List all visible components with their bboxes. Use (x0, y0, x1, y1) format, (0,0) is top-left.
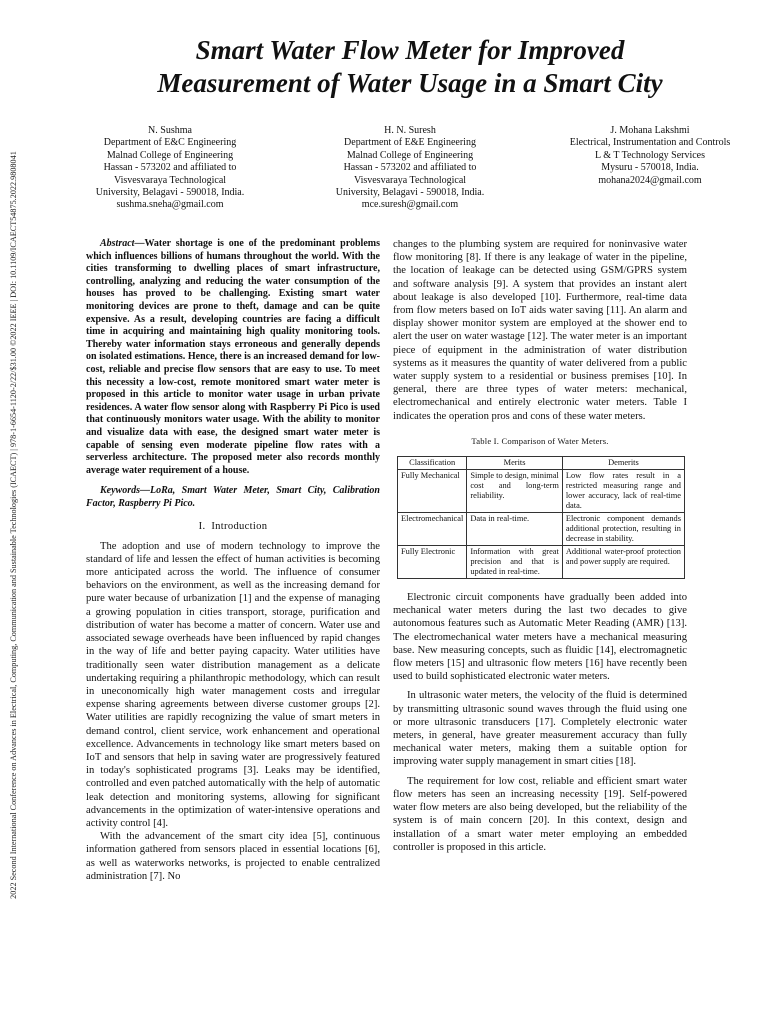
author-affiliation: University, Belagavi - 590018, India. (335, 187, 485, 199)
author-affiliation: L & T Technology Services (594, 149, 706, 161)
table-cell: Data in real-time. (467, 513, 563, 546)
table-header: Classification (398, 457, 467, 470)
comparison-table (397, 456, 685, 579)
abstract-label: Abstract (100, 238, 135, 249)
abstract-text: —Water shortage is one of the predominant problems which influences billions of humans throughout the world. With the cities transforming to dwelling places of smart infrastructure, controlling, analyzing and reducing the water consumption of the houses has proved to be challenging. Existing smart water monitoring devices are prone to theft, damage and can be quite expensive. As a result, developing countries are facing a difficult time in acquiring and maintaining high quality monitoring tools. Thereby water information stays erroneous and generally depends on isolated estimations. Hence, there is an increased demand for low-cost, reliable and precise flow sensors that are easy to use. To meet this necessity a low-cost, remote monitored smart water meter is proposed in this article to monitor water usage in urban private residences. A water flow sensor along with Raspberry Pi Pico is used that continuously monitors water usage. With the ability to monitor and visualize data with ease, the designed smart water meter is capable of sensing even moderate pipeline flow rates with a serverless architecture. The proposed meter also records monthly average water requirement of a house. (86, 238, 380, 476)
table-cell: Information with great precision and that is updated in real-time. (467, 546, 563, 579)
table-cell: Fully Electronic (398, 546, 467, 579)
keywords (86, 485, 380, 510)
table-caption: Table I. Comparison of Water Meters. (471, 435, 609, 446)
author-block (60, 125, 760, 212)
title-line-1: Smart Water Flow Meter for Improved (195, 35, 625, 65)
author-affiliation: Mysuru - 570018, India. (601, 162, 699, 174)
author-3 (540, 125, 760, 212)
author-2 (300, 125, 520, 212)
keywords-text: —LoRa, Smart Water Meter, Smart City, Calibration Factor, Raspberry Pi Pico. (86, 485, 380, 509)
author-affiliation: Hassan - 573202 and affiliated to (343, 162, 477, 174)
author-name: J. Mohana Lakshmi (610, 125, 690, 136)
right-column (393, 238, 687, 854)
table-cell: Electronic component demands additional protection, resulting in decrease in stability. (562, 513, 684, 546)
author-email[interactable]: sushma.sneha@gmail.com (116, 199, 224, 211)
author-1 (60, 125, 280, 212)
title-line-2: Measurement of Water Usage in a Smart City (157, 68, 663, 98)
author-affiliation: Malnad College of Engineering (106, 149, 234, 161)
body-paragraph: In ultrasonic water meters, the velocity of the fluid is determined by transmitting ultrasonic sound waves through the fluid using one or more ultrasonic transducers [17]. Completely electronic water meters, in general, have greater measurement accuracy than fully mechanical water meters, making them a suitable option for improving water supply management in smart cities [18]. (393, 690, 687, 768)
author-name: H. N. Suresh (384, 125, 436, 136)
table-cell: Simple to design, minimal cost and long-term reliability. (467, 470, 563, 513)
paper-title (60, 34, 760, 100)
intro-continuation: changes to the plumbing system are required for noninvasive water flow monitoring [8]. If there is any leakage of water in the pipeline, the location of leakage can be detected using GSM/GPRS system and software analysis [9]. A system that provides an instant alert about leakage is also developed [10]. Furthermore, real-time data from flow meters based on IoT aids water saving [11]. An alarm and display shower monitor system are employed at the shower end to alert the user on water wastage [12]. The water meter is an important piece of equipment in the administration of water distribution systems as it measures the quantity of water delivered from a public water supply system to a residential or business premises [10]. In general, there are three types of water meters: mechanical, electromechanical and entirely electronic water meters. Table I indicates the operation pros and cons of these water meters. (393, 239, 687, 422)
table-row (398, 513, 685, 546)
body-paragraph: The requirement for low cost, reliable and efficient smart water flow meters has seen an increasing necessity [19]. Self-powered water flow meters are also being developed, but the reliability of the system is of main concern [20]. In this context, design and installation of a smart water meter employing an embedded controller is proposed in this article. (393, 775, 687, 853)
body-paragraph: Electronic circuit components have gradually been added into mechanical water meters during the last two decades to give autonomous features such as Automatic Meter Reading (AMR) [13]. The electromechanical water meters have a mechanical measuring base. New measuring concepts, such as fluidic [14], electromagnetic flow meters [15] and ultrasonic flow meters [16] have recently been used to build sophisticated electronic water meters. (393, 592, 687, 683)
author-affiliation: Malnad College of Engineering (346, 149, 474, 161)
author-affiliation: Visvesvaraya Technological (113, 174, 227, 186)
keywords-label: Keywords (100, 485, 140, 497)
author-affiliation: Department of E&E Engineering (344, 137, 476, 149)
table-row (398, 546, 685, 579)
table-cell: Fully Mechanical (398, 470, 467, 513)
author-affiliation: Department of E&C Engineering (103, 137, 237, 149)
conference-banner-text: 2022 Second International Conference on Advances in Electrical, Computing, Communication and Sustainable Technologies (ICAECT) | 978-1-6654-1120-2/22/$31.00 ©2022 IEEE | DOI: 10.1109/ICAECT54875.2022.9808041 (9, 151, 18, 899)
table-header: Demerits (562, 457, 684, 470)
section-title: Introduction (211, 521, 268, 533)
author-email[interactable]: mce.suresh@gmail.com (361, 199, 459, 211)
left-column (86, 238, 380, 883)
table-header-row (398, 457, 685, 470)
author-affiliation: Visvesvaraya Technological (353, 174, 467, 186)
author-affiliation: University, Belagavi - 590018, India. (95, 187, 245, 199)
table-cell: Low flow rates result in a restricted measuring range and lower accuracy, lack of real-time data. (562, 470, 684, 513)
author-affiliation: Hassan - 573202 and affiliated to (103, 162, 237, 174)
intro-paragraph: With the advancement of the smart city idea [5], continuous information gathered from sensors placed in essential locations [6], as well as waterworks networks, is projected to enable centralized administration [7]. No (86, 831, 380, 882)
author-email[interactable]: mohana2024@gmail.com (598, 174, 702, 186)
section-heading-introduction (86, 520, 380, 533)
table-row (398, 470, 685, 513)
abstract (86, 238, 380, 477)
author-name: N. Sushma (148, 125, 192, 136)
intro-paragraph: The adoption and use of modern technology to improve the standard of life and lessen the effect of human activities is becoming more anticipated across the world. The influence of consumer behaviors on the environment, as well as the increasing demand for pure water because of urbanization [1] and the expense of managing a growing population in cities transport, storage, purification and distribution of water has become a matter of concern. Water use and associated sewage overheads have been influenced by rapid changes in the way of life and better paying capacity. Water utilities have traditionally seen water distribution management as a delicate undertaking requiring a philanthropic methodology, which can result in uneconomically high water management costs and irregular expense sharing agreements between diverse customer groups [2]. Water utilities are rapidly recognizing the value of smart meters in demand control, client service, work enhancement and operational excellence. Advancements in technology like smart meters based on IoT and sensors that help in saving water are progressively featured in today's sophisticated programs [3]. Leaks may be identified, controlled and even patched automatically with the help of automatic leak detection and monitoring systems, allowing for significant advancements in the optimization of water-intensive operations and activity control [4]. (86, 540, 380, 829)
table-header: Merits (467, 457, 563, 470)
section-number: I. (198, 521, 206, 533)
table-cell: Additional water-proof protection and power supply are required. (562, 546, 684, 579)
table-cell: Electromechanical (398, 513, 467, 546)
conference-banner (8, 40, 20, 1010)
author-affiliation: Electrical, Instrumentation and Controls (569, 137, 731, 149)
